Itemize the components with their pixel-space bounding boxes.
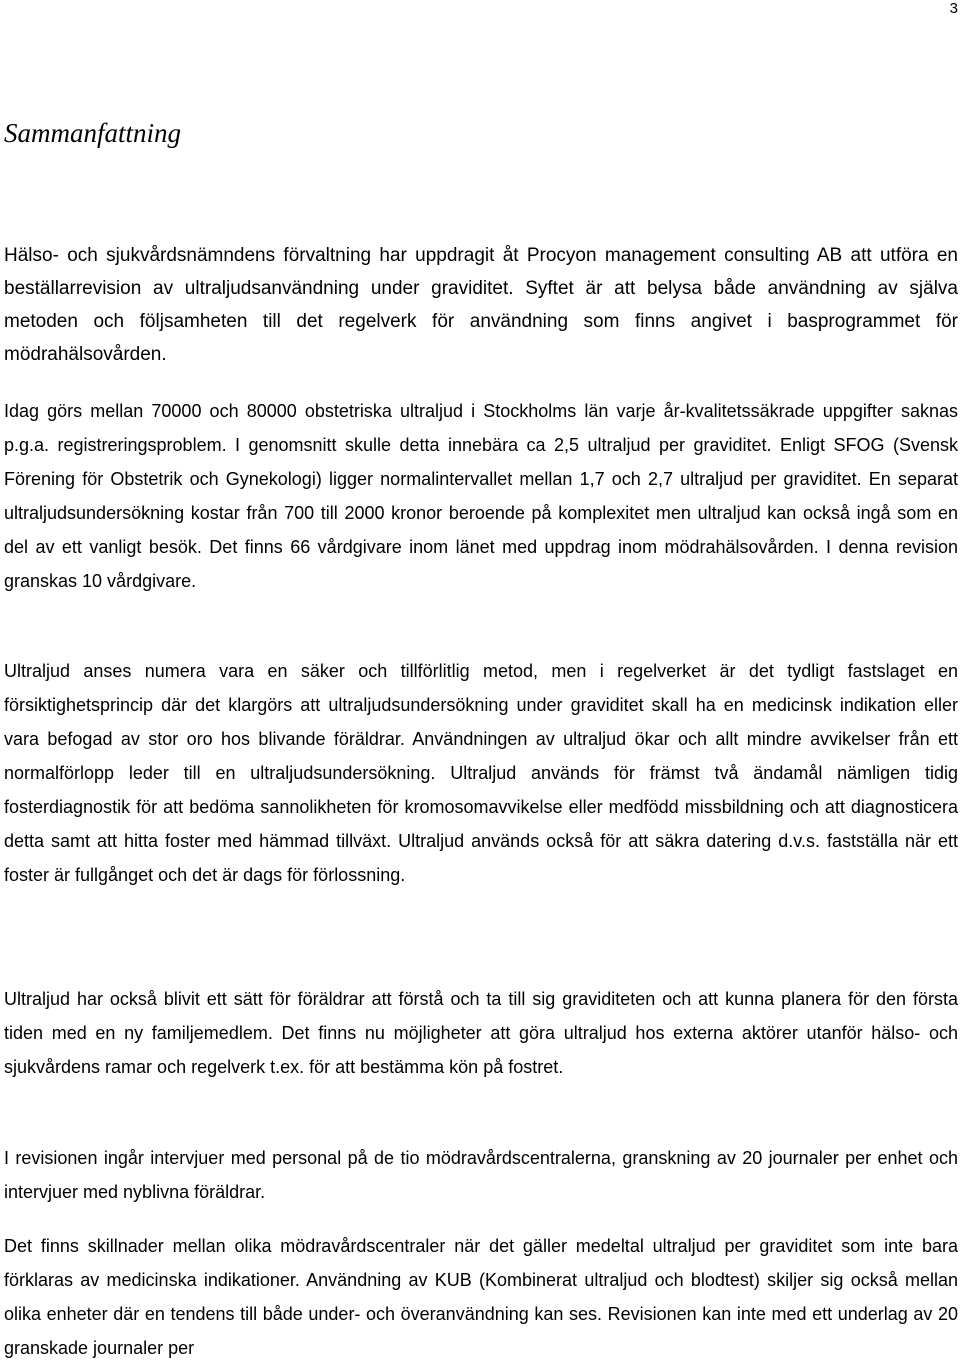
paragraph-revision-scope: I revisionen ingår intervjuer med personal på de tio mödravårdscentralerna, granskning av 20 journaler per enhet och intervjuer med nyblivna föräldrar. (4, 1148, 958, 1202)
paragraph-safety-and-purpose: Ultraljud anses numera vara en säker och tillförlitlig metod, men i regelverket är det tydligt fastslaget en försiktighetsprincip där det klargörs att ultraljudsundersökning under graviditet skall ha en medicinsk indikation eller vara befogad av stor oro hos blivande föräldrar. Användningen av ultraljud ökar och allt mindre avvikelser från ett normalförlopp leder till en ultraljudsundersökning. Ultraljud används för främst två ändamål nämligen tidig fosterdiagnostik för att bedöma sannolikheten för kromosomavvikelse eller medfödd missbildning och att diagnosticera detta samt att hitta foster med hämmad tillväxt. Ultraljud används också för att säkra datering d.v.s. fastställa när ett foster är fullgånget och det är dags för förlossning. (4, 661, 958, 885)
paragraph-differences: Det finns skillnader mellan olika mödravårdscentraler när det gäller medeltal ultraljud per graviditet som inte bara förklaras av medicinska indikationer. Användning av KUB (Kombinerat ultraljud och blodtest) skiljer sig också mellan olika enheter där en tendens till både under- och överanvändning kan ses. Revisionen kan inte med ett underlag av 20 granskade journaler per (4, 1236, 958, 1358)
paragraph-intro: Hälso- och sjukvårdsnämndens förvaltning har uppdragit åt Procyon management consulting AB att utföra en beställarrevision av ultraljudsanvändning under graviditet. Syftet är att belysa både användning av själva metoden och följsamheten till det regelverk för användning som finns angivet i basprogrammet för mödrahälsovården. (4, 245, 958, 365)
page-number: 3 (949, 0, 958, 17)
paragraph-parental-use: Ultraljud har också blivit ett sätt för föräldrar att förstå och ta till sig graviditeten och att kunna planera för den första tiden med en ny familjemedlem. Det finns nu möjligheter att göra ultraljud hos externa aktörer utanför hälso- och sjukvårdens ramar och regelverk t.ex. för att bestämma kön på fostret. (4, 989, 958, 1077)
section-title: Sammanfattning (4, 118, 182, 148)
paragraph-ultrasound-statistics: Idag görs mellan 70000 och 80000 obstetriska ultraljud i Stockholms län varje år-kvalitetssäkrade uppgifter saknas p.g.a. registreringsproblem. I genomsnitt skulle detta innebära ca 2,5 ultraljud per graviditet. Enligt SFOG (Svensk Förening för Obstetrik och Gynekologi) ligger normalintervallet mellan 1,7 och 2,7 ultraljud per graviditet. En separat ultraljudsundersökning kostar från 700 till 2000 kronor beroende på komplexitet men ultraljud kan också ingå som en del av ett vanligt besök. Det finns 66 vårdgivare inom länet med uppdrag inom mödrahälsovården. I denna revision granskas 10 vårdgivare. (4, 401, 958, 592)
